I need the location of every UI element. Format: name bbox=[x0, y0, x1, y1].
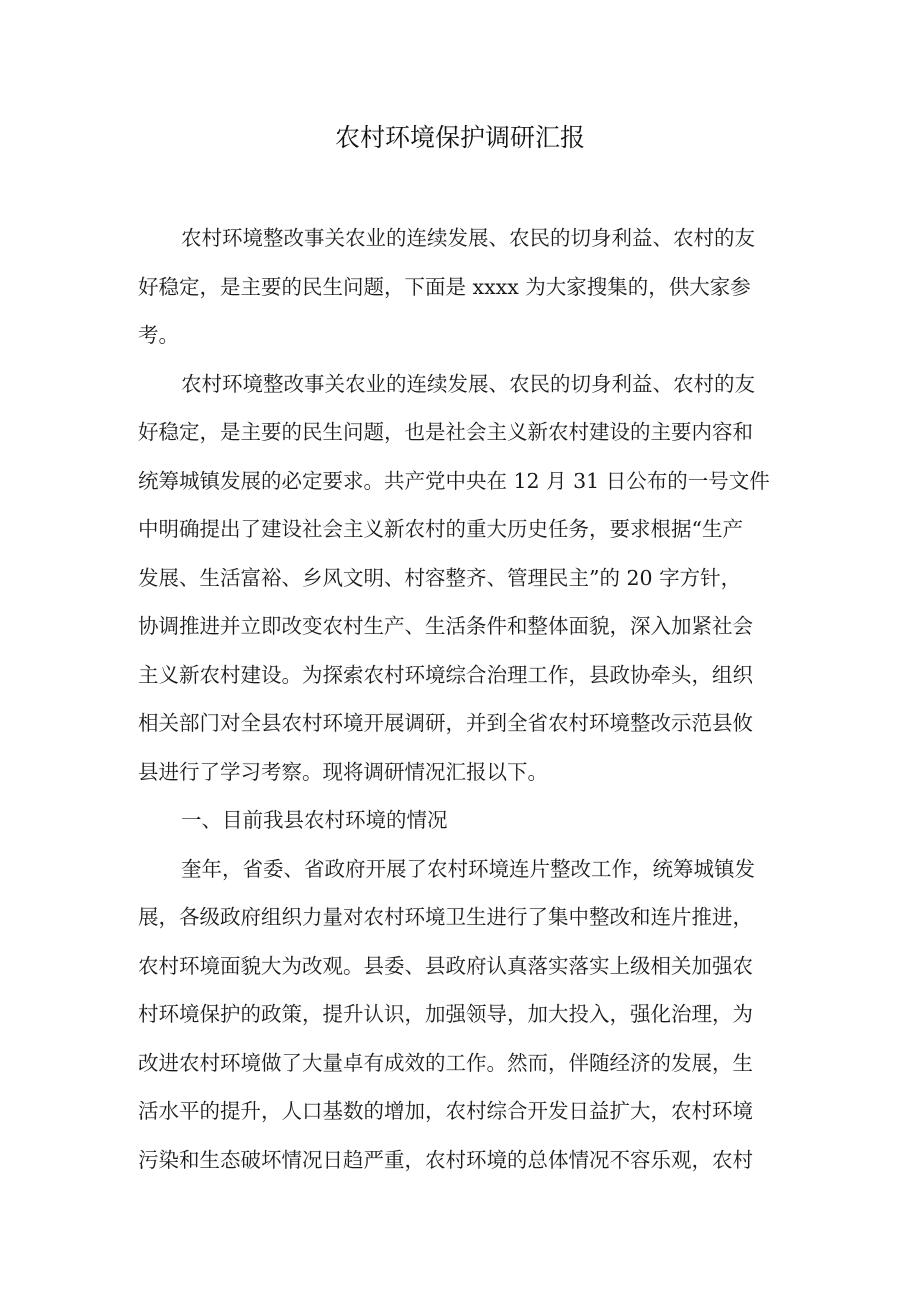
paragraph-line: 活水平的提升，人口基数的增加，农村综合开发日益扩大，农村环境 bbox=[138, 1099, 753, 1123]
paragraph-line: 污染和生态破坏情况日趋严重，农村环境的总体情况不容乐观，农村 bbox=[138, 1147, 753, 1172]
paragraph-line: 展，各级政府组织力量对农村环境卫生进行了集中整改和连片推进， bbox=[138, 905, 753, 929]
paragraph-line: 统筹城镇发展的必定要求。共产党中央在 12 月 31 日公布的一号文件 bbox=[138, 468, 770, 493]
paragraph-line: 农村环境整改事关农业的连续发展、农民的切身利益、农村的友 bbox=[181, 371, 755, 396]
paragraph-line: 村环境保护的政策，提升认识，加强领导，加大投入，强化治理，为 bbox=[138, 1002, 753, 1026]
document-body bbox=[138, 214, 784, 1184]
paragraph-line: 农村环境整改事关农业的连续发展、农民的切身利益、农村的友 bbox=[181, 226, 755, 250]
section-heading: 一、目前我县农村环境的情况 bbox=[181, 808, 448, 832]
paragraph-line: 考。 bbox=[138, 323, 179, 347]
paragraph-line: 改进农村环境做了大量卓有成效的工作。然而，伴随经济的发展，生 bbox=[138, 1050, 753, 1075]
paragraph-line: 中明确提出了建设社会主义新农村的重大历史任务，要求根据“生产 bbox=[138, 517, 743, 541]
paragraph-line: 农村环境面貌大为改观。县委、县政府认真落实落实上级相关加强农 bbox=[138, 953, 753, 978]
paragraph-line: 好稳定，是主要的民生问题，也是社会主义新农村建设的主要内容和 bbox=[138, 420, 753, 444]
document-title: 农村环境保护调研汇报 bbox=[334, 123, 585, 152]
paragraph-line: 主义新农村建设。为探索农村环境综合治理工作，县政协牵头，组织 bbox=[138, 662, 753, 687]
paragraph-line: 相关部门对全县农村环境开展调研，并到全省农村环境整改示范县攸 bbox=[138, 711, 753, 735]
paragraph-line: 好稳定，是主要的民生问题，下面是 xxxx 为大家搜集的，供大家参 bbox=[138, 274, 751, 299]
paragraph-line: 奎年，省委、省政府开展了农村环境连片整改工作，统筹城镇发 bbox=[181, 856, 755, 881]
paragraph-line: 协调推进并立即改变农村生产、生活条件和整体面貌，深入加紧社会 bbox=[138, 614, 753, 638]
paragraph-line: 县进行了学习考察。现将调研情况汇报以下。 bbox=[138, 759, 548, 784]
paragraph-line: 发展、生活富裕、乡风文明、村容整齐、管理民主”的 20 字方针， bbox=[138, 565, 742, 590]
